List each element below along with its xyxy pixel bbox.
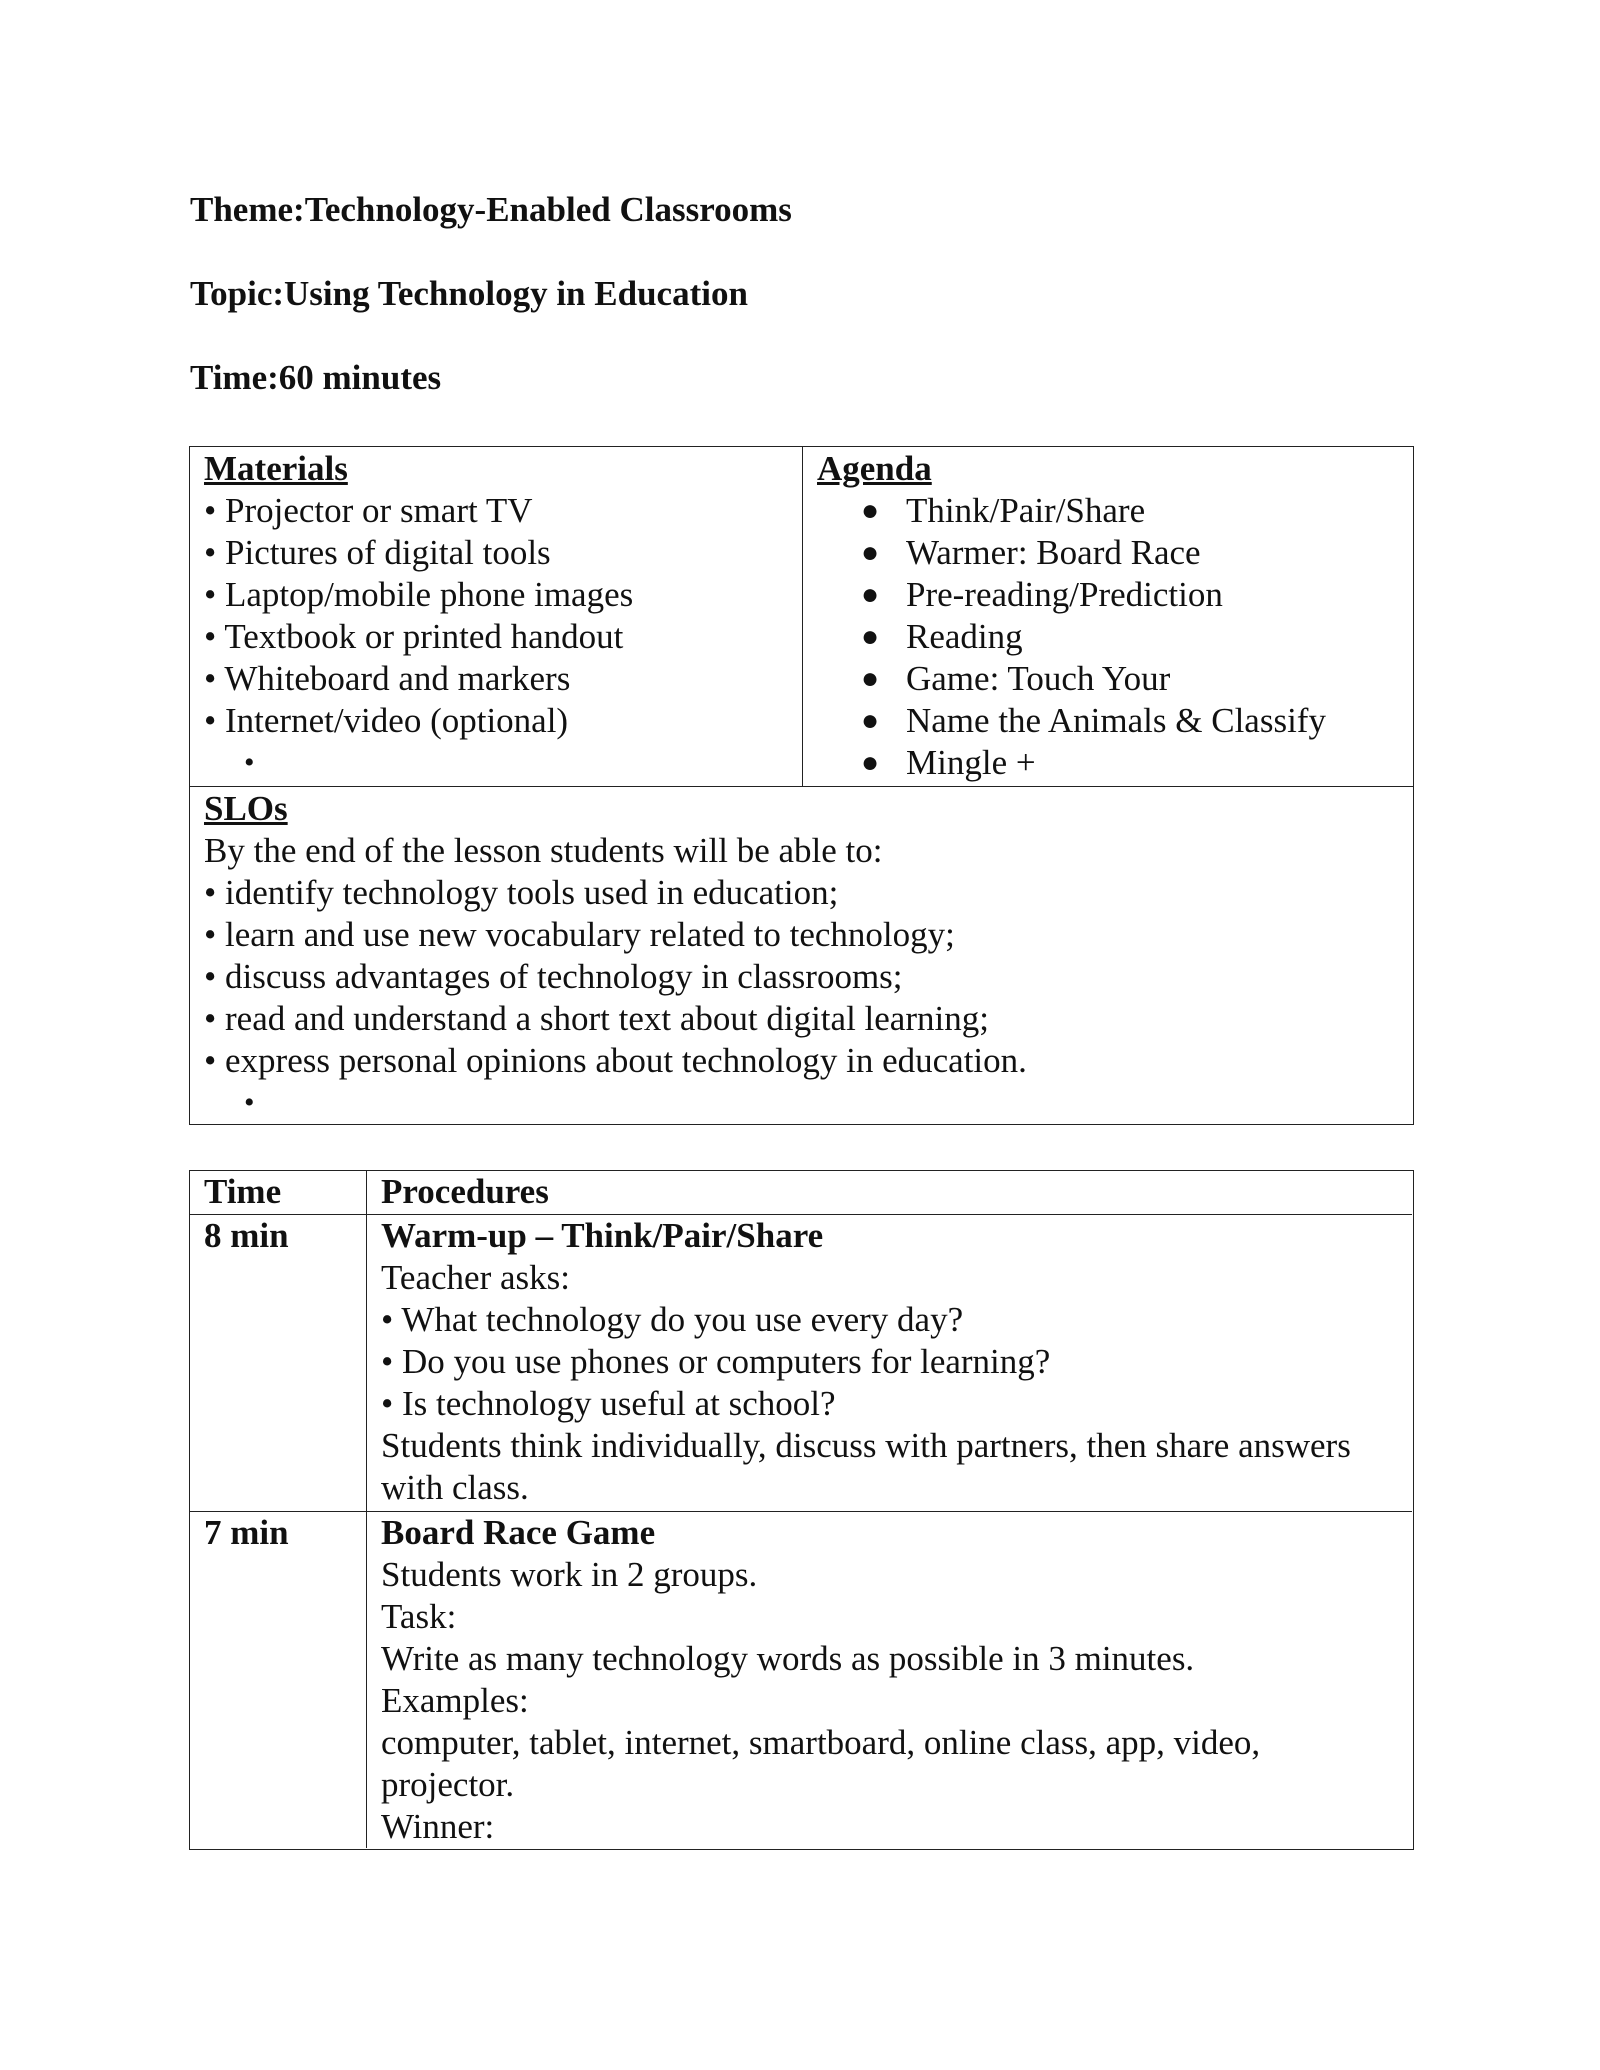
- agenda-item: [817, 616, 1413, 658]
- agenda-item: [817, 742, 1413, 784]
- empty-bullet: •: [244, 746, 255, 779]
- materials-item: • Pictures of digital tools: [204, 533, 551, 572]
- slo-item: • discuss advantages of technology in classrooms;: [204, 957, 903, 996]
- agenda-item-label: Think/Pair/Share: [906, 491, 1146, 530]
- procedure-line: Winner:: [381, 1807, 495, 1846]
- table-row: [190, 1512, 1412, 1848]
- time-value: 7 min: [204, 1513, 289, 1552]
- procedure-line: Students work in 2 groups.: [381, 1555, 758, 1594]
- procedure-cell: [367, 1512, 1412, 1848]
- time-value: 8 min: [204, 1216, 289, 1255]
- procedure-line: computer, tablet, internet, smartboard, online class, app, video,: [381, 1723, 1261, 1762]
- empty-bullet: •: [244, 1086, 255, 1119]
- slos-intro: By the end of the lesson students will be able to:: [204, 831, 883, 870]
- slo-item: • express personal opinions about technology in education.: [204, 1041, 1027, 1080]
- materials-cell: [190, 447, 803, 787]
- materials-item: • Textbook or printed handout: [204, 617, 624, 656]
- bullet-icon: ●: [861, 536, 880, 569]
- procedure-line: Write as many technology words as possible in 3 minutes.: [381, 1639, 1195, 1678]
- time-cell: [190, 1215, 367, 1511]
- materials-item: • Projector or smart TV: [204, 491, 533, 530]
- agenda-item-label: Mingle +: [906, 743, 1036, 782]
- materials-item: • Internet/video (optional): [204, 701, 569, 740]
- agenda-item-label: Game: Touch Your: [906, 659, 1171, 698]
- agenda-item: [817, 700, 1413, 742]
- procedures-header: Procedures: [381, 1172, 549, 1211]
- agenda-title: Agenda: [817, 449, 932, 488]
- bullet-icon: ●: [861, 578, 880, 611]
- procedures-header-cell: [367, 1171, 1412, 1214]
- materials-title: Materials: [204, 449, 348, 488]
- agenda-item: [817, 574, 1413, 616]
- procedure-line: with class.: [381, 1468, 529, 1507]
- agenda-item-label: Name the Animals & Classify: [906, 701, 1326, 740]
- bullet-icon: ●: [861, 494, 880, 527]
- procedure-line: Task:: [381, 1597, 457, 1636]
- time-header: Time: [204, 1172, 282, 1211]
- time-heading: Time:60 minutes: [190, 358, 442, 397]
- procedure-line: projector.: [381, 1765, 515, 1804]
- slos-title: SLOs: [204, 789, 288, 828]
- time-header-cell: [190, 1171, 367, 1214]
- agenda-item: [817, 532, 1413, 574]
- agenda-item-label: Pre-reading/Prediction: [906, 575, 1223, 614]
- bullet-icon: ●: [861, 704, 880, 737]
- procedure-line: Students think individually, discuss with partners, then share answers: [381, 1426, 1351, 1465]
- slo-item: • learn and use new vocabulary related to technology;: [204, 915, 955, 954]
- overview-table: [189, 446, 1414, 1125]
- procedure-title: Board Race Game: [381, 1513, 656, 1552]
- theme-heading: Theme:Technology-Enabled Classrooms: [190, 190, 792, 229]
- agenda-item-label: Reading: [906, 617, 1023, 656]
- agenda-item: [817, 490, 1413, 532]
- slo-item: • identify technology tools used in education;: [204, 873, 839, 912]
- procedures-table: [189, 1170, 1414, 1850]
- topic-heading: Topic:Using Technology in Education: [190, 274, 748, 313]
- procedure-cell: [367, 1215, 1412, 1511]
- bullet-icon: ●: [861, 746, 880, 779]
- procedure-line: Examples:: [381, 1681, 529, 1720]
- slo-item: • read and understand a short text about digital learning;: [204, 999, 989, 1038]
- table-row: [190, 1215, 1412, 1512]
- procedure-title: Warm-up – Think/Pair/Share: [381, 1216, 824, 1255]
- agenda-item-label: Warmer: Board Race: [906, 533, 1201, 572]
- bullet-icon: ●: [861, 620, 880, 653]
- agenda-cell: [803, 447, 1413, 787]
- procedure-line: • What technology do you use every day?: [381, 1300, 964, 1339]
- procedure-line: • Do you use phones or computers for learning?: [381, 1342, 1051, 1381]
- procedure-line: • Is technology useful at school?: [381, 1384, 836, 1423]
- agenda-item: [817, 658, 1413, 700]
- materials-item: • Whiteboard and markers: [204, 659, 571, 698]
- time-cell: [190, 1512, 367, 1848]
- bullet-icon: ●: [861, 662, 880, 695]
- procedures-header-row: [190, 1171, 1412, 1215]
- materials-item: • Laptop/mobile phone images: [204, 575, 634, 614]
- procedure-line: Teacher asks:: [381, 1258, 570, 1297]
- slos-cell: [190, 787, 1412, 1123]
